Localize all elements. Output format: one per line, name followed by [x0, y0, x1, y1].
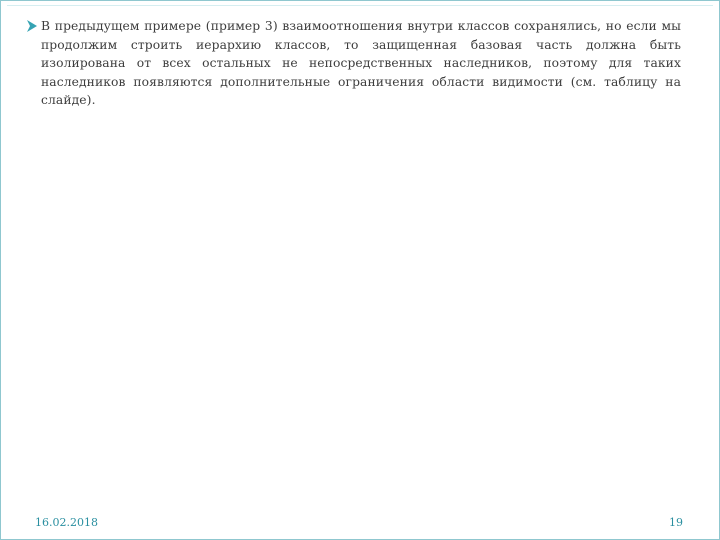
- bullet-item: [25, 17, 681, 110]
- footer-date: 16.02.2018: [35, 516, 98, 529]
- slide-top-rule: [7, 5, 713, 6]
- arrow-bullet-icon: [25, 18, 39, 32]
- bullet-text: В предыдущем примере (пример 3) взаимоотношения внутри классов сохранялись, но если мы продолжим строить иерархию классов, то защищенная базовая часть должна быть изолирована от всех остальных не непосредственных наследников, поэтому для таких наследников появляются дополнительные ограничения области видимости (см. таблицу на слайде).: [41, 19, 681, 107]
- page-number: 19: [669, 516, 683, 529]
